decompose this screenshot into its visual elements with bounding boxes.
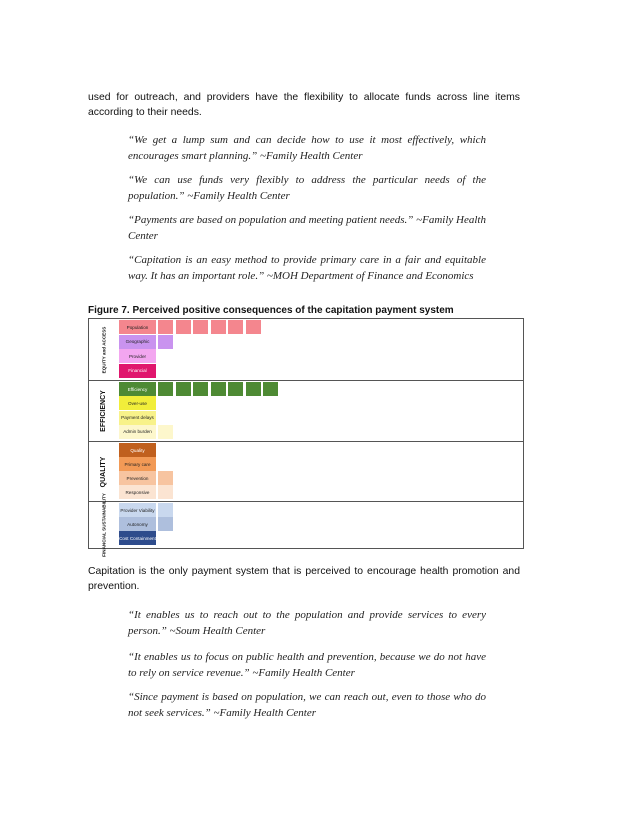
chart-group (89, 493, 523, 557)
intro-paragraph: used for outreach, and providers have the flexibility to allocate funds across line items according to their needs. (88, 92, 520, 118)
bar-cell (193, 320, 208, 334)
quote-2: “We can use funds very flexibly to address the particular needs of the population.” ~Family Health Center (128, 174, 486, 202)
chart-group (89, 442, 523, 502)
chart-group (89, 319, 523, 381)
bar-cell (158, 503, 173, 517)
quote-5: “It enables us to reach out to the population and provide services to every person.” ~Soum Health Center (128, 609, 486, 637)
bar-cell (246, 320, 261, 334)
row-label: Responsive (119, 485, 156, 499)
group-label (89, 493, 119, 557)
bar-cell (176, 320, 191, 334)
bar-cell (158, 485, 173, 499)
figure-title: Figure 7. Perceived positive consequences of the capitation payment system (88, 305, 454, 316)
row-label: Payment delays (119, 411, 156, 425)
bar-cell (158, 382, 173, 396)
bar-cell (158, 425, 173, 439)
row-label: Provider Viability (119, 503, 156, 517)
bar-cell (246, 382, 261, 396)
row-label: Provider (119, 349, 156, 363)
capitation-chart (88, 318, 524, 557)
quote-1: “We get a lump sum and can decide how to use it most effectively, which encourages smart planning.” ~Family Health Center (128, 134, 486, 162)
bar-cell (158, 320, 173, 334)
group-label (89, 442, 119, 501)
quote-4: “Capitation is an easy method to provide primary care in a fair and equitable way. It has an important role.” ~MOH Department of Finance and Economics (128, 254, 486, 282)
quote-3: “Payments are based on population and meeting patient needs.” ~Family Health Center (128, 214, 486, 242)
row-label: Cost Containment (119, 531, 156, 545)
bar-cell (176, 382, 191, 396)
bar-cell (211, 382, 226, 396)
row-label: Financial (119, 364, 156, 378)
bar-cell (158, 517, 173, 531)
quote-6: “It enables us to focus on public health and prevention, because we do not have to rely on service revenue.” ~Family Health Center (128, 651, 486, 679)
bar-cell (228, 320, 243, 334)
quote-7: “Since payment is based on population, we can reach out, even to those who do not seek services.” ~Family Health Center (128, 691, 486, 719)
row-label: Admin burden (119, 425, 156, 439)
row-label: Geographic (119, 335, 156, 349)
chart-group (89, 381, 523, 442)
group-label-text: EQUITY and ACCESS (101, 326, 107, 373)
bar-cell (193, 382, 208, 396)
row-label: Population (119, 320, 156, 334)
row-label: Efficiency (119, 382, 156, 396)
row-label: Quality (119, 443, 156, 457)
group-label-text: QUALITY (100, 456, 107, 487)
group-label-text: FINANCIAL SUSTAINABILITY (101, 493, 107, 557)
row-label: Autonomy (119, 517, 156, 531)
row-label: Primary care (119, 457, 156, 471)
bar-cell (228, 382, 243, 396)
bar-cell (211, 320, 226, 334)
group-label (89, 381, 119, 441)
bar-cell (263, 382, 278, 396)
row-label: Prevention (119, 471, 156, 485)
bar-cell (158, 471, 173, 485)
group-label-text: EFFICIENCY (100, 390, 107, 432)
after-paragraph: Capitation is the only payment system that is perceived to encourage health promotion and prevention. (88, 566, 520, 592)
group-label (89, 319, 119, 380)
row-label: Over-use (119, 396, 156, 410)
bar-cell (158, 335, 173, 349)
